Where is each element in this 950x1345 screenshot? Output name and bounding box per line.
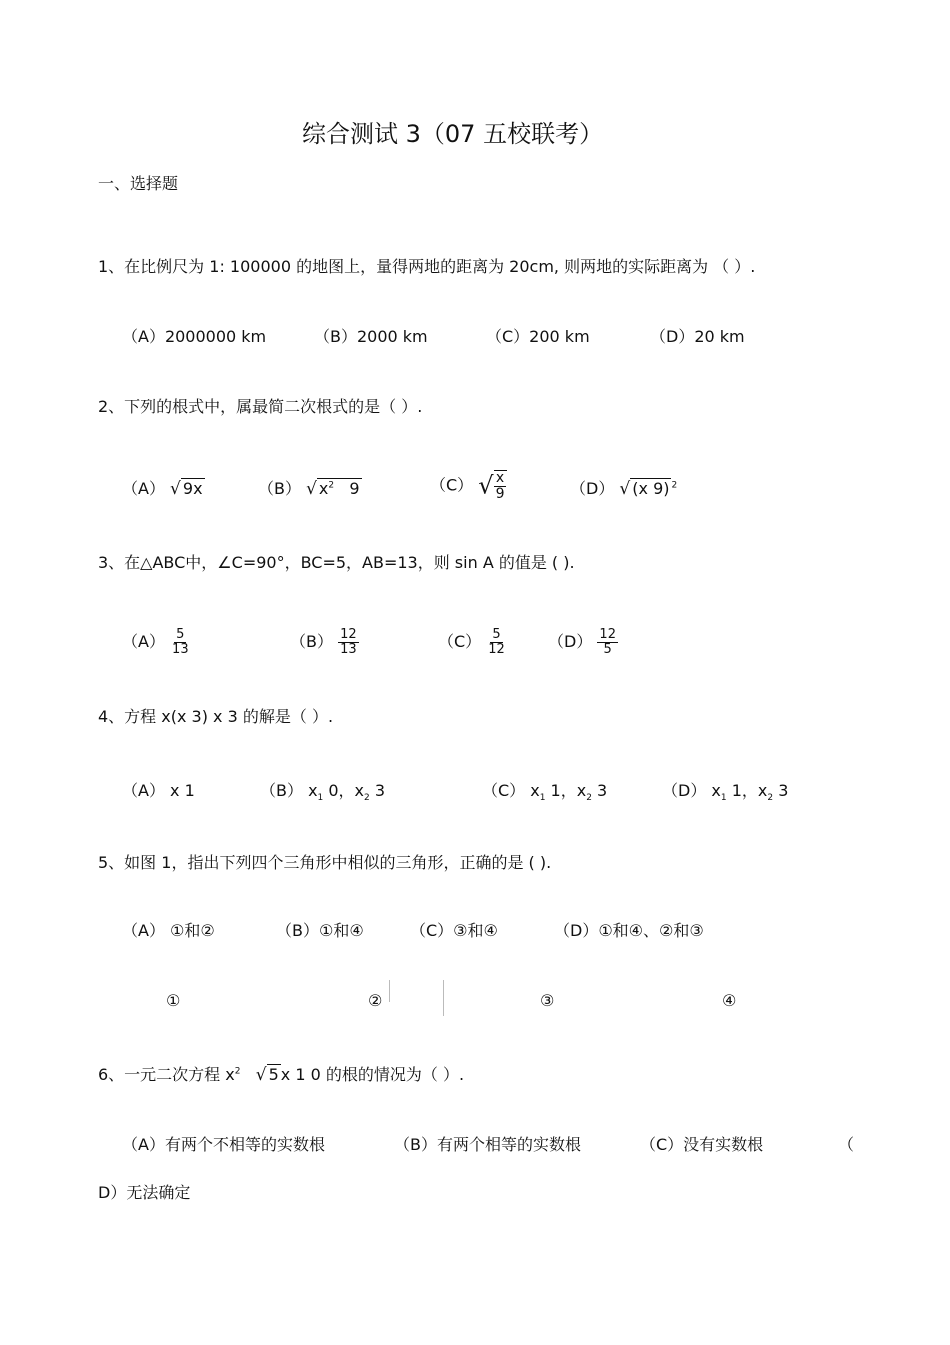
q4-c-end: 3 bbox=[591, 781, 608, 800]
q6-option-d-cont: D）无法确定 bbox=[98, 1183, 191, 1202]
question-4-stem: 4、方程 x(x 3) x 3 的解是（ ）. bbox=[98, 707, 334, 726]
q4-d-end: 3 bbox=[773, 781, 789, 800]
q5-option-b: （B）①和④ bbox=[276, 921, 364, 940]
denominator: 13 bbox=[172, 641, 189, 657]
question-5-stem: 5、如图 1，指出下列四个三角形中相似的三角形，正确的是 ( ). bbox=[98, 853, 552, 872]
q2-d-exponent: 2 bbox=[671, 480, 678, 491]
q5-option-d: （D）①和④、②和③ bbox=[554, 921, 704, 940]
q3-c-fraction bbox=[486, 628, 507, 656]
q4-d-label: （D） x bbox=[662, 781, 721, 800]
denominator: 13 bbox=[340, 641, 357, 657]
sqrt-symbol: √ bbox=[619, 479, 631, 499]
figure-label-1: ① bbox=[166, 991, 181, 1010]
question-1-stem: 1、在比例尺为 1: 100000 的地图上，量得两地的距离为 20cm, 则两地的实际距离为 （ ）. bbox=[98, 257, 756, 276]
sqrt-symbol: √ bbox=[478, 471, 494, 500]
q2-option-d-label: （D） bbox=[570, 479, 615, 498]
q2-option-a bbox=[122, 481, 205, 498]
q6-option-a: （A）有两个不相等的实数根 bbox=[122, 1135, 325, 1154]
q2-option-a-label: （A） bbox=[122, 479, 165, 498]
q3-option-a bbox=[122, 628, 191, 656]
option-label: （B） bbox=[290, 632, 333, 652]
sqrt-symbol: √ bbox=[306, 479, 317, 499]
q4-option-c bbox=[482, 783, 607, 803]
q4-option-a: （A） x 1 bbox=[122, 781, 195, 800]
sqrt-symbol: √ bbox=[255, 1065, 267, 1085]
q1-option-d: （D）20 km bbox=[650, 327, 745, 346]
question-6-stem bbox=[98, 1067, 464, 1084]
q2-b-exponent: 2 bbox=[328, 480, 335, 491]
q4-option-d bbox=[662, 783, 788, 803]
denominator: 12 bbox=[488, 641, 505, 657]
question-3-stem: 3、在△ABC中，∠C=90°，BC=5，AB=13，则 sin A 的值是 ( ). bbox=[98, 553, 575, 572]
option-label: （C） bbox=[438, 632, 482, 652]
q2-option-d bbox=[570, 481, 677, 498]
q6-radicand: 5 bbox=[268, 1065, 279, 1084]
q2-b-x: x bbox=[318, 479, 329, 498]
figure-label-4: ④ bbox=[722, 991, 737, 1010]
q3-d-fraction bbox=[597, 628, 618, 656]
numerator: 12 bbox=[599, 627, 616, 642]
q2-c-fraction bbox=[494, 470, 507, 501]
subscript: 2 bbox=[767, 793, 774, 804]
q3-option-d bbox=[548, 628, 618, 656]
q4-d-mid: 1，x bbox=[726, 781, 768, 800]
q3-a-fraction bbox=[170, 628, 191, 656]
q1-option-a: （A）2000000 km bbox=[122, 327, 267, 346]
q3-option-c bbox=[438, 628, 507, 656]
subscript: 2 bbox=[586, 793, 592, 804]
q2-b-radicand bbox=[317, 478, 362, 498]
figure-divider bbox=[389, 980, 390, 1002]
q2-b-rest: 9 bbox=[349, 479, 360, 498]
q3-option-b bbox=[290, 628, 359, 656]
q4-c-mid: 1，x bbox=[545, 781, 587, 800]
numerator: 12 bbox=[340, 627, 357, 642]
q2-option-c bbox=[430, 470, 507, 501]
q6-option-b: （B）有两个相等的实数根 bbox=[394, 1135, 581, 1154]
subscript: 2 bbox=[364, 793, 370, 804]
subscript: 1 bbox=[539, 793, 546, 804]
option-label: （D） bbox=[548, 632, 593, 652]
q6-stem-post: x 1 0 的根的情况为（ ）. bbox=[280, 1065, 465, 1084]
numerator: 5 bbox=[176, 627, 185, 642]
q5-option-c: （C）③和④ bbox=[410, 921, 498, 940]
numerator: 5 bbox=[492, 627, 501, 642]
question-2-stem: 2、下列的根式中，属最简二次根式的是（ ）. bbox=[98, 397, 423, 416]
subscript: 1 bbox=[317, 793, 324, 804]
q2-option-c-label: （C） bbox=[430, 475, 474, 495]
q4-option-b bbox=[260, 783, 385, 803]
q2-a-radicand: 9x bbox=[182, 479, 203, 498]
q5-option-a: （A） ①和② bbox=[122, 921, 215, 940]
q2-c-denominator: 9 bbox=[495, 485, 505, 502]
figure-label-3: ③ bbox=[540, 991, 555, 1010]
section-heading: 一、选择题 bbox=[98, 174, 179, 193]
q4-b-label: （B） x bbox=[260, 781, 318, 800]
q6-exponent: 2 bbox=[234, 1066, 241, 1077]
q6-option-c: （C）没有实数根 bbox=[640, 1135, 764, 1154]
q4-c-label: （C） x bbox=[482, 781, 540, 800]
denominator: 5 bbox=[603, 641, 612, 657]
q4-b-end: 3 bbox=[369, 781, 386, 800]
q6-stem-pre: 6、一元二次方程 x bbox=[98, 1065, 235, 1084]
page-title: 综合测试 3（07 五校联考） bbox=[302, 120, 604, 148]
q6-option-d-start: （ bbox=[838, 1135, 855, 1154]
figure-label-2: ② bbox=[368, 991, 383, 1010]
q3-b-fraction bbox=[338, 628, 359, 656]
subscript: 1 bbox=[720, 793, 727, 804]
q2-c-numerator: x bbox=[495, 470, 505, 486]
q2-d-radicand: (x 9) bbox=[632, 479, 670, 498]
q4-b-mid: 0，x bbox=[323, 781, 365, 800]
sqrt-symbol: √ bbox=[170, 479, 181, 499]
option-label: （A） bbox=[122, 632, 165, 652]
q1-option-c: （C）200 km bbox=[486, 327, 590, 346]
q2-option-b bbox=[258, 481, 362, 498]
figure-divider bbox=[443, 980, 444, 1016]
q1-option-b: （B）2000 km bbox=[314, 327, 428, 346]
q2-option-b-label: （B） bbox=[258, 479, 301, 498]
